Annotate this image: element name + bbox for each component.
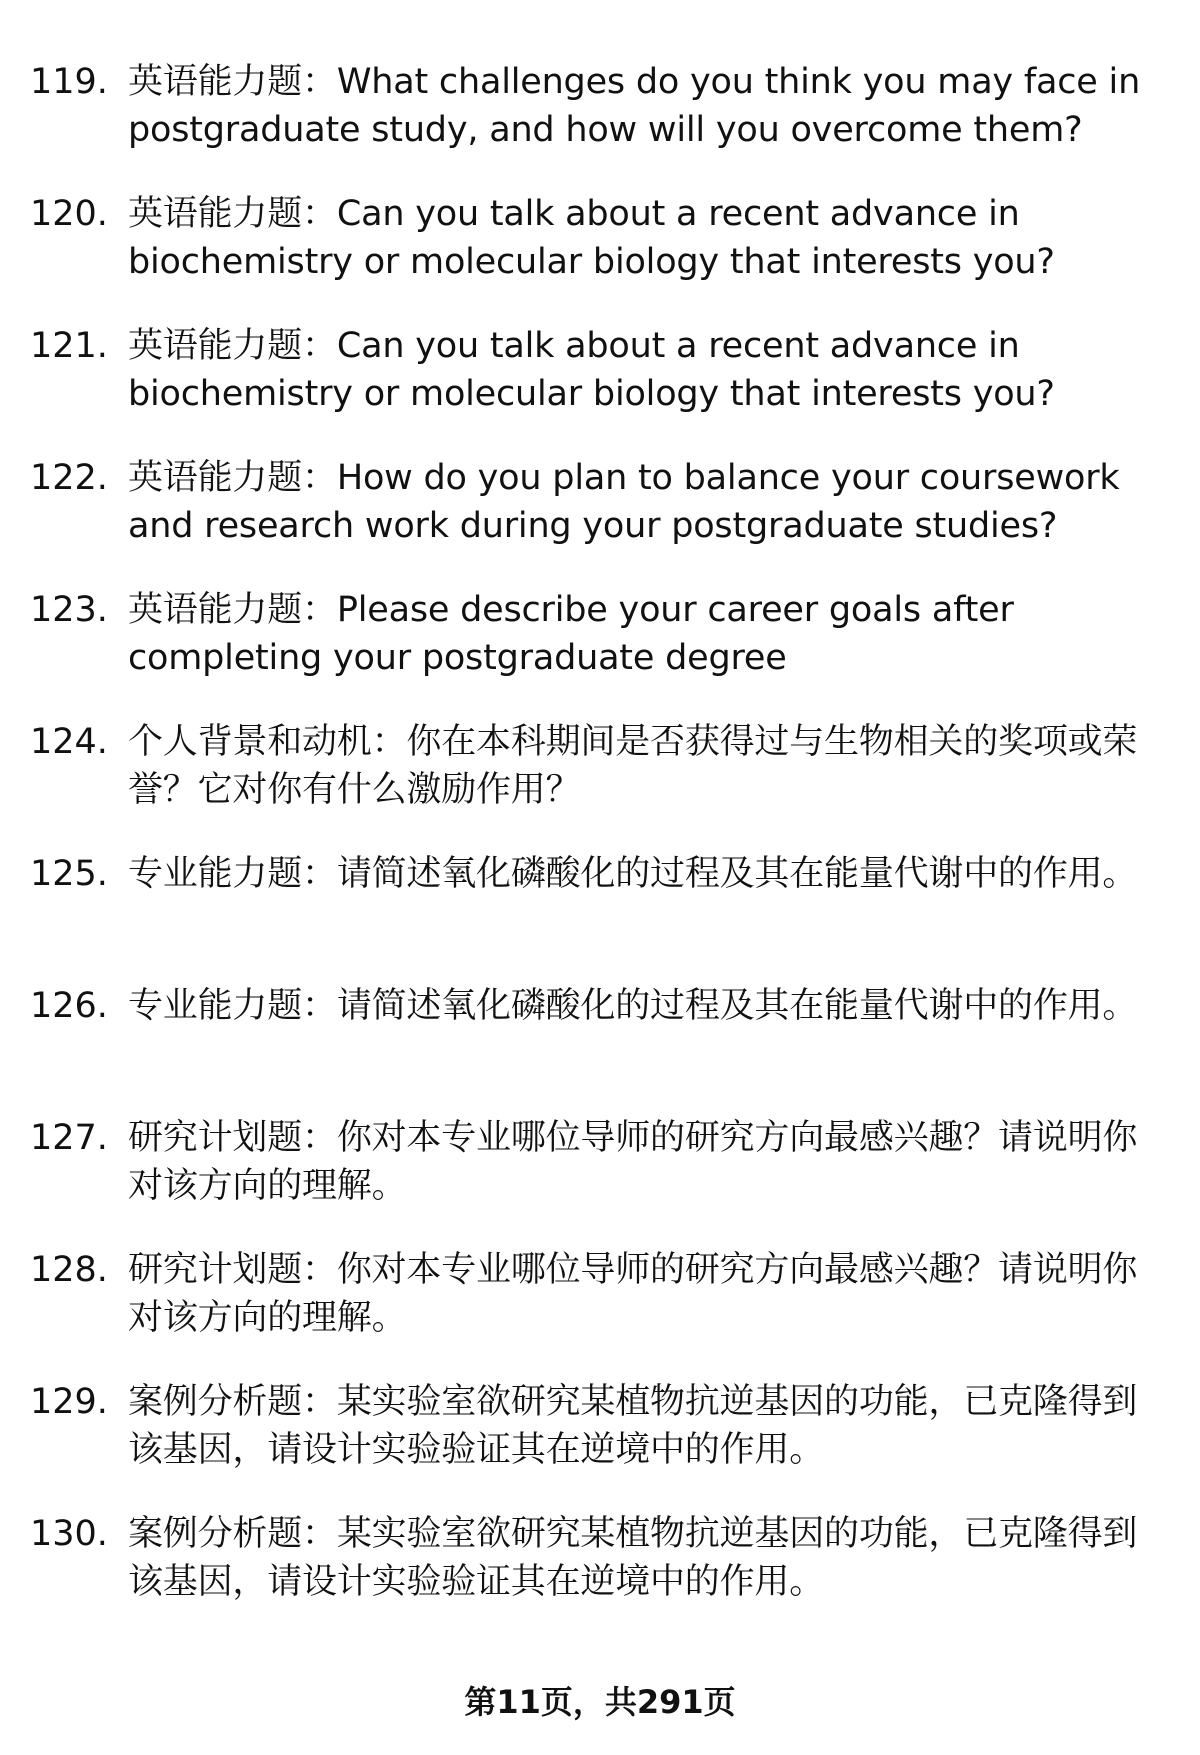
question-item <box>30 586 1170 718</box>
question-number: 122. <box>30 458 108 498</box>
question-number: 121. <box>30 326 108 366</box>
question-text: 某实验室欲研究某植物抗逆基因的功能，已克隆得到该基因，请设计实验验证其在逆境中的作用。 <box>128 1514 1138 1602</box>
question-separator: ： <box>302 62 337 102</box>
question-text: How do you plan to balance your coursework and research work during your postgraduate studies? <box>128 458 1120 546</box>
question-body <box>128 1114 1170 1210</box>
question-item <box>30 718 1170 850</box>
question-number: 119. <box>30 62 108 102</box>
question-number: 130. <box>30 1514 108 1554</box>
question-separator: ： <box>302 326 337 366</box>
question-number: 124. <box>30 722 108 762</box>
question-category: 个人背景和动机 <box>128 722 372 762</box>
question-separator: ： <box>302 458 337 498</box>
question-text: Can you talk about a recent advance in biochemistry or molecular biology that interests you? <box>128 194 1055 282</box>
question-body <box>128 190 1170 286</box>
question-text: 你在本科期间是否获得过与生物相关的奖项或荣誉？它对你有什么激励作用？ <box>128 722 1138 810</box>
question-separator: ： <box>302 1382 337 1422</box>
question-number: 123. <box>30 590 108 630</box>
page-number-footer: 第11页，共291页 <box>464 1683 736 1721</box>
question-body <box>128 1246 1170 1342</box>
question-separator: ： <box>302 1118 337 1158</box>
question-text: Can you talk about a recent advance in biochemistry or molecular biology that interests you? <box>128 326 1055 414</box>
question-body <box>128 1378 1170 1474</box>
question-category: 英语能力题 <box>128 62 303 102</box>
question-category: 英语能力题 <box>128 458 303 498</box>
question-number: 125. <box>30 854 108 894</box>
question-item <box>30 982 1170 1114</box>
question-category: 英语能力题 <box>128 194 303 234</box>
question-category: 英语能力题 <box>128 590 303 630</box>
question-item <box>30 1114 1170 1246</box>
question-text: 某实验室欲研究某植物抗逆基因的功能，已克隆得到该基因，请设计实验验证其在逆境中的作用。 <box>128 1382 1138 1470</box>
question-separator: ： <box>371 722 407 762</box>
question-body <box>128 454 1170 550</box>
question-body <box>128 982 1170 1030</box>
question-separator: ： <box>302 194 337 234</box>
question-category: 英语能力题 <box>128 326 303 366</box>
question-body <box>128 586 1170 682</box>
question-text: 你对本专业哪位导师的研究方向最感兴趣？请说明你对该方向的理解。 <box>128 1250 1138 1338</box>
question-separator: ： <box>302 986 337 1026</box>
question-category: 专业能力题 <box>128 986 303 1026</box>
question-item <box>30 190 1170 322</box>
question-number: 127. <box>30 1118 108 1158</box>
question-text: What challenges do you think you may face in postgraduate study, and how will you overcome them? <box>128 62 1141 150</box>
question-text: 你对本专业哪位导师的研究方向最感兴趣？请说明你对该方向的理解。 <box>128 1118 1138 1206</box>
question-body <box>128 718 1170 814</box>
question-separator: ： <box>302 1250 337 1290</box>
question-number: 128. <box>30 1250 108 1290</box>
question-text: 请简述氧化磷酸化的过程及其在能量代谢中的作用。 <box>336 854 1138 894</box>
question-item <box>30 850 1170 982</box>
question-item <box>30 1510 1170 1642</box>
question-number: 129. <box>30 1382 108 1422</box>
question-separator: ： <box>302 1514 337 1554</box>
question-item <box>30 454 1170 586</box>
question-category: 专业能力题 <box>128 854 303 894</box>
question-body <box>128 850 1170 898</box>
question-separator: ： <box>302 854 337 894</box>
question-category: 案例分析题 <box>128 1514 303 1554</box>
question-text: Please describe your career goals after completing your postgraduate degree <box>128 590 1014 678</box>
question-item <box>30 322 1170 454</box>
question-body <box>128 1510 1170 1606</box>
question-category: 案例分析题 <box>128 1382 303 1422</box>
question-number: 120. <box>30 194 108 234</box>
question-category: 研究计划题 <box>128 1250 303 1290</box>
question-number: 126. <box>30 986 108 1026</box>
question-body <box>128 58 1170 154</box>
question-text: 请简述氧化磷酸化的过程及其在能量代谢中的作用。 <box>336 986 1138 1026</box>
question-body <box>128 322 1170 418</box>
question-list <box>30 58 1170 1642</box>
question-item <box>30 1246 1170 1378</box>
question-item <box>30 58 1170 190</box>
question-category: 研究计划题 <box>128 1118 303 1158</box>
question-item <box>30 1378 1170 1510</box>
question-separator: ： <box>302 590 337 630</box>
